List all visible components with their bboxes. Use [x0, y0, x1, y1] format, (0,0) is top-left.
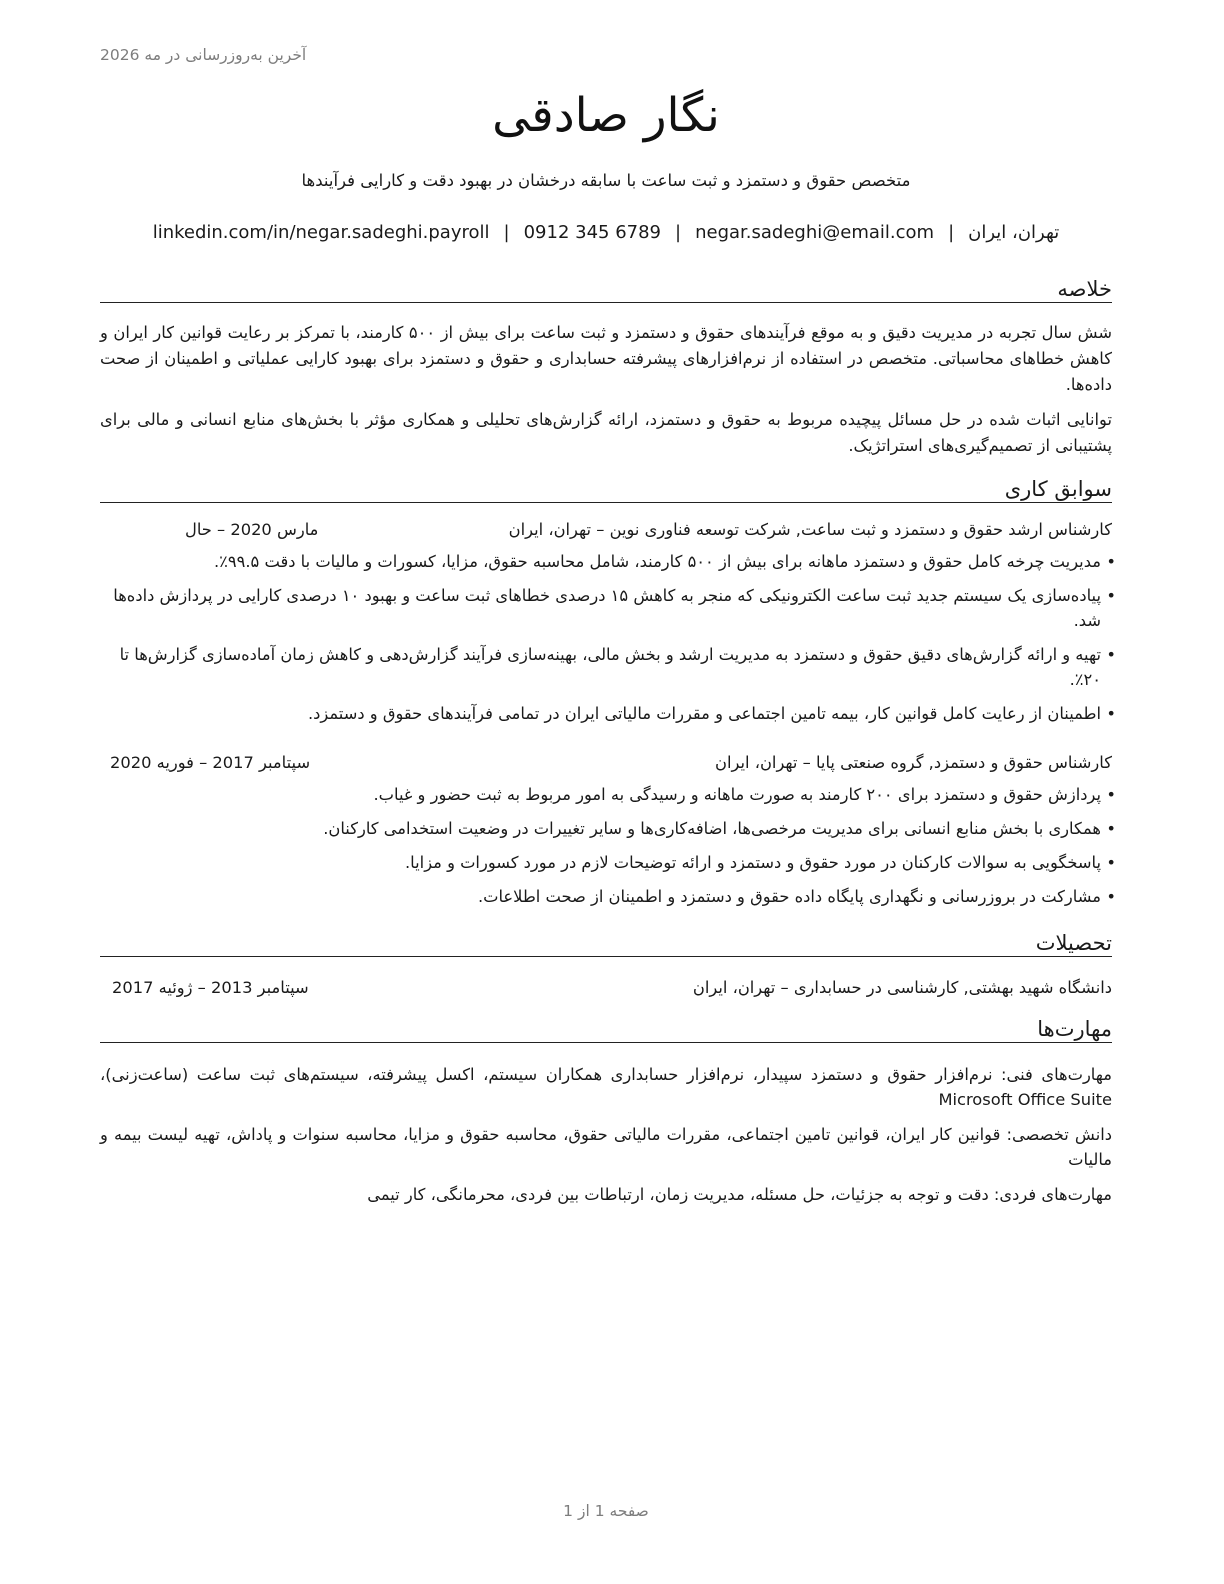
skills-personal: مهارت‌های فردی: دقت و توجه به جزئیات، حل مسئله، مدیریت زمان، ارتباطات بین فردی، محرمانگی، کار تیمی — [367, 1185, 1112, 1204]
resume-page — [100, 0, 1116, 1584]
bullet-icon: • — [1106, 785, 1116, 804]
contact-phone[interactable]: 0912 345 6789 — [523, 222, 662, 243]
job-bullets — [100, 782, 1116, 918]
section-title-summary: خلاصه — [100, 276, 1112, 303]
list-item — [100, 642, 1116, 692]
bullet-icon: • — [1106, 645, 1116, 664]
bullet-icon: • — [1106, 853, 1116, 872]
contact-separator: | — [675, 222, 682, 243]
job-title: کارشناس حقوق و دستمزد, گروه صنعتی پایا – تهران، ایران — [715, 753, 1112, 772]
bullet-text: اطمینان از رعایت کامل قوانین کار، بیمه تامین اجتماعی و مقررات مالیاتی ایران در تمامی فرآیندهای حقوق و دستمزد. — [307, 704, 1101, 723]
candidate-name: نگار صادقی — [492, 88, 720, 143]
skills-technical: مهارت‌های فنی: نرم‌افزار حقوق و دستمزد سپیدار، نرم‌افزار حسابداری همکاران سیستم، اکسل پیشرفته، سیستم‌های ثبت ساعت (ساعت‌زنی)، Microsoft Office Suite — [100, 1065, 1112, 1109]
section-title-education: تحصیلات — [100, 930, 1112, 957]
bullet-text: پاسخگویی به سوالات کارکنان در مورد حقوق و دستمزد و ارائه توضیحات لازم در مورد کسورات و مزایا. — [405, 853, 1101, 872]
list-item — [100, 884, 1116, 909]
list-item — [100, 583, 1116, 633]
bullet-icon: • — [1106, 887, 1116, 906]
job-dates: مارس 2020 – حال — [185, 520, 319, 539]
list-item — [100, 701, 1116, 726]
job-dates: سپتامبر 2017 – فوریه 2020 — [110, 753, 311, 772]
section-title-experience: سوابق کاری — [100, 476, 1112, 503]
bullet-text: مشارکت در بروزرسانی و نگهداری پایگاه داده حقوق و دستمزد و اطمینان از صحت اطلاعات. — [477, 887, 1101, 906]
bullet-text: پردازش حقوق و دستمزد برای ۲۰۰ کارمند به صورت ماهانه و رسیدگی به امور مربوط به ثبت حضور و غیاب. — [373, 785, 1101, 804]
contact-location: تهران، ایران — [968, 222, 1060, 243]
page-number: صفحه 1 از 1 — [563, 1502, 649, 1520]
summary-paragraph: توانایی اثبات شده در حل مسائل پیچیده مربوط به حقوق و دستمزد، ارائه گزارش‌های تحلیلی و همکاری مؤثر با بخش‌های منابع انسانی و مالی برای پشتیبانی از تصمیم‌گیری‌های استراتژیک. — [100, 410, 1112, 455]
bullet-text: مدیریت چرخه کامل حقوق و دستمزد ماهانه برای بیش از ۵۰۰ کارمند، شامل محاسبه حقوق، مزایا، کسورات و مالیات با دقت ۹۹.۵٪. — [213, 552, 1101, 571]
education-title: دانشگاه شهید بهشتی, کارشناسی در حسابداری – تهران، ایران — [692, 978, 1112, 997]
contact-line — [100, 222, 1112, 243]
job-title: کارشناس ارشد حقوق و دستمزد و ثبت ساعت, شرکت توسعه فناوری نوین – تهران، ایران — [508, 520, 1112, 539]
summary-paragraph: شش سال تجربه در مدیریت دقیق و به موقع فرآیندهای حقوق و دستمزد و ثبت ساعت برای بیش از ۵۰۰ کارمند، با تمرکز بر رعایت قوانین کار ایران و کاهش خطاهای محاسباتی. متخصص در استفاده از نرم‌افزارهای پیشرفته حسابداری و حقوق و دستمزد برای بهبود کارایی عملیاتی و اطمینان از صحت داده‌ها. — [100, 323, 1112, 394]
headline: متخصص حقوق و دستمزد و ثبت ساعت با سابقه درخشان در بهبود دقت و کارایی فرآیندها — [301, 171, 911, 190]
bullet-icon: • — [1106, 586, 1116, 605]
job-bullets — [100, 549, 1116, 735]
list-item — [100, 850, 1116, 875]
bullet-icon: • — [1106, 704, 1116, 723]
bullet-text: پیاده‌سازی یک سیستم جدید ثبت ساعت الکترونیکی که منجر به کاهش ۱۵ درصدی خطاهای ثبت ساعت و بهبود ۱۰ درصدی کارایی در پردازش داده‌ها شد. — [113, 586, 1101, 630]
list-item — [100, 549, 1116, 574]
last-updated-note: آخرین به‌روزرسانی در مه 2026 — [100, 46, 307, 64]
bullet-text: همکاری با بخش منابع انسانی برای مدیریت مرخصی‌ها، اضافه‌کاری‌ها و سایر تغییرات در وضعیت استخدامی کارکنان. — [323, 819, 1101, 838]
skills-domain: دانش تخصصی: قوانین کار ایران، قوانین تامین اجتماعی، مقررات مالیاتی حقوق، محاسبه حقوق و مزایا، محاسبه سنوات و پاداش، تهیه لیست بیمه و مالیات — [100, 1125, 1112, 1169]
contact-separator: | — [503, 222, 510, 243]
bullet-text: تهیه و ارائه گزارش‌های دقیق حقوق و دستمزد به مدیریت ارشد و بخش مالی، بهینه‌سازی فرآیند گزارش‌دهی و کاهش زمان آماده‌سازی گزارش‌ها تا ۲۰٪. — [119, 645, 1101, 689]
contact-email[interactable]: negar.sadeghi@email.com — [695, 222, 935, 243]
bullet-icon: • — [1106, 552, 1116, 571]
list-item — [100, 816, 1116, 841]
contact-linkedin[interactable]: linkedin.com/in/negar.sadeghi.payroll — [152, 222, 490, 243]
contact-separator: | — [948, 222, 955, 243]
bullet-icon: • — [1106, 819, 1116, 838]
section-title-skills: مهارت‌ها — [100, 1016, 1112, 1043]
list-item — [100, 782, 1116, 807]
education-dates: سپتامبر 2013 – ژوئیه 2017 — [112, 978, 309, 997]
